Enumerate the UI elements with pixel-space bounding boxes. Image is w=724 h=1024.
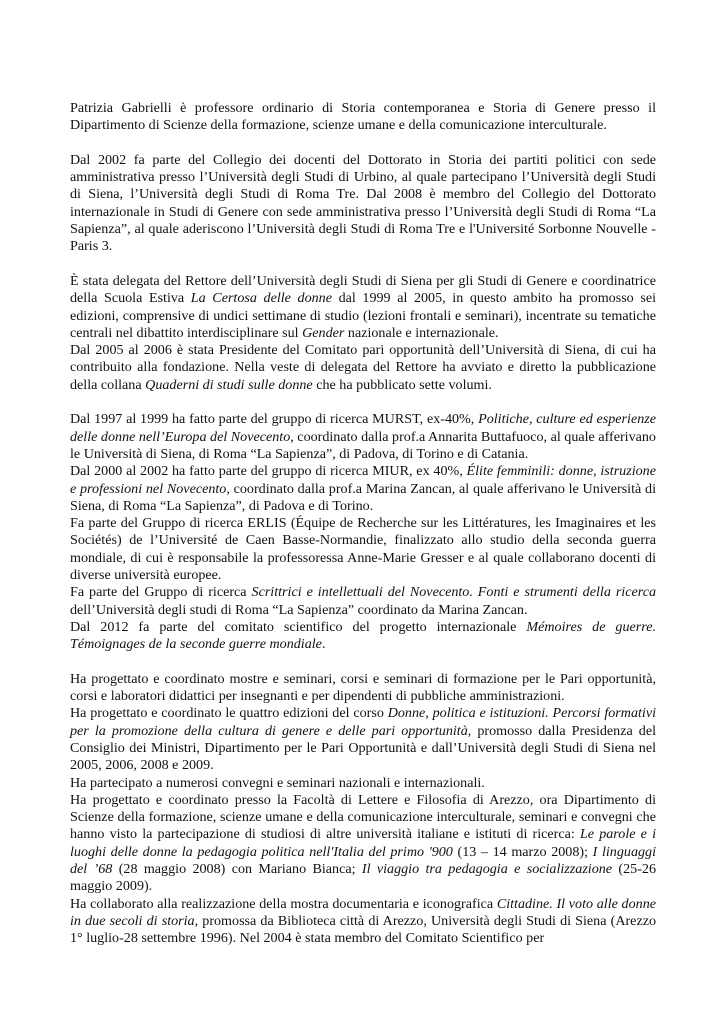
italic-title-text: Mémoires de guerre. Témoignages de la seconde guerre mondiale [70, 618, 656, 653]
paragraph-spacer [70, 654, 656, 671]
body-text: nazionale e internazionale. [344, 324, 499, 341]
italic-title-text: Scrittrici e intellettuali del Novecento. Fonti e strumenti della ricerca [251, 584, 656, 601]
body-text: Ha progettato e coordinato le quattro edizioni del corso [70, 705, 388, 722]
paragraph [70, 515, 656, 584]
italic-title-text: I linguaggi del ’68 [70, 843, 657, 878]
paragraph [70, 100, 656, 135]
italic-title-text: Il viaggio tra pedagogia e socializzazione [361, 861, 613, 878]
body-text: Dal 2000 al 2002 ha fatto parte del gruppo di ricerca MIUR, ex 40%, [70, 463, 467, 480]
paragraph [70, 792, 656, 896]
paragraph [70, 619, 656, 654]
paragraph [70, 152, 656, 256]
body-text: Dal 2012 fa parte del comitato scientifico del progetto internazionale [70, 618, 527, 635]
paragraph-spacer [70, 394, 656, 411]
body-text: Patrizia Gabrielli è professore ordinario di Storia contemporanea e Storia di Genere presso il Dipartimento di Scienze della formazione, scienze umane e della comunicazione interculturale. [70, 100, 656, 134]
body-text: (25-26 maggio 2009). [70, 861, 657, 895]
body-text: , promossa da Biblioteca città di Arezzo, Università degli Studi di Siena (Arezzo 1° luglio-28 settembre 1996). Nel 2004 è stata membro del Comitato Scientifico per [70, 912, 656, 947]
paragraph [70, 584, 656, 619]
body-text: Dal 2002 fa parte del Collegio dei docenti del Dottorato in Storia dei partiti politici con sede amministrativa presso l’Università degli Studi di Urbino, al quale partecipano l’Università degli Studi di Siena, l’Università degli Studi di Roma Tre. Dal 2008 è membro del Collegio del Dottorato internazionale in Studi di Genere con sede amministrativa presso l’Università degli Studi di Roma “La Sapienza”, al quale aderiscono l’Università degli Studi di Roma Tre e l'Université Sorbonne Nouvelle - Paris 3. [70, 151, 656, 255]
paragraph [70, 671, 656, 706]
italic-title-text: Donne, politica e istituzioni. Percorsi formativi per la promozione della cultura di genere e delle pari opportunità [70, 705, 656, 739]
body-text: Fa parte del Gruppo di ricerca [70, 584, 252, 601]
body-text: È stata delegata del Rettore dell’Università degli Studi di Siena per gli Studi di Genere e coordinatrice della Scuola Estiva [70, 272, 656, 307]
italic-title-text: Élite femminili: donne, istruzione e professioni nel Novecento, [70, 463, 656, 497]
paragraph [70, 342, 656, 394]
body-text: Ha partecipato a numerosi convegni e seminari nazionali e internazionali. [70, 774, 485, 791]
paragraph [70, 775, 656, 792]
italic-title-text: Quaderni di studi sulle donne [145, 376, 313, 393]
paragraph-spacer [70, 135, 656, 152]
paragraph [70, 463, 656, 515]
body-text: , promosso dalla Presidenza del Consiglio dei Ministri, Dipartimento per le Pari Opportunità e dall’Università degli Studi di Siena nel 2005, 2006, 2008 e 2009. [70, 722, 656, 774]
body-text: (28 maggio 2008) con Mariano Bianca; [112, 861, 362, 878]
paragraph [70, 896, 656, 948]
paragraph [70, 411, 656, 463]
italic-title-text: Cittadine. Il voto alle donne in due secoli di storia [70, 895, 656, 929]
body-text: Fa parte del Gruppo di ricerca ERLIS (Équipe de Recherche sur les Littératures, les Imaginaires et les Sociétés) de l’Université de Caen Basse-Normandie, finalizzato allo studio della seconda guerra mondiale, di cui è responsabile la professoressa Anne-Marie Gresser e al quale collaborano docenti di diverse università europee. [70, 515, 656, 584]
body-text: Ha collaborato alla realizzazione della mostra documentaria e iconografica [70, 895, 497, 912]
paragraph-spacer [70, 256, 656, 273]
italic-title-text: Gender [302, 324, 345, 341]
body-text: dell’Università degli studi di Roma “La Sapienza” coordinato da Marina Zancan. [70, 601, 528, 618]
body-text: . [321, 636, 326, 653]
body-text: Ha progettato e coordinato presso la Facoltà di Lettere e Filosofia di Arezzo, ora Dipartimento di Scienze della formazione, scienze umane e della comunicazione interculturale, seminari e convegni che hanno visto la partecipazione di studiosi di altre università italiane e istituti di ricerca: [70, 791, 656, 843]
body-text: (13 – 14 marzo 2008); [452, 843, 593, 860]
body-text: che ha pubblicato sette volumi. [312, 376, 492, 393]
body-text: , coordinato dalla prof.a Annarita Buttafuoco, al quale afferivano le Università di Siena, di Roma “La Sapienza”, di Padova, di Torino e di Catania. [70, 428, 656, 462]
document-body [70, 100, 656, 948]
italic-title-text: Le parole e i luoghi delle donne la pedagogia politica nell'Italia del primo '900 [70, 826, 657, 860]
italic-title-text: La Certosa delle donne [190, 290, 332, 307]
body-text: Dal 1997 al 1999 ha fatto parte del gruppo di ricerca MURST, ex-40%, [70, 411, 479, 428]
paragraph [70, 273, 656, 342]
italic-title-text: Politiche, culture ed esperienze delle donne nell’Europa del Novecento [70, 411, 657, 445]
body-text: Ha progettato e coordinato mostre e seminari, corsi e seminari di formazione per le Pari opportunità, corsi e laboratori didattici per insegnanti e per dipendenti di pubbliche amministrazioni. [70, 670, 656, 705]
body-text: dal 1999 al 2005, in questo ambito ha promosso sei edizioni, comprensive di undici settimane di studio (lezioni frontali e seminari), incentrate su tematiche centrali nel dibattito interdisciplinare sul [70, 290, 656, 341]
paragraph [70, 705, 656, 774]
body-text: Dal 2005 al 2006 è stata Presidente del Comitato pari opportunità dell’Università di Siena, di cui ha contribuito alla fondazione. Nella veste di delegata del Rettore ha avviato e diretto la pubblicazione della collana [70, 342, 656, 393]
body-text: coordinato dalla prof.a Marina Zancan, al quale afferivano le Università di Siena, di Roma “La Sapienza”, di Padova e di Torino. [70, 480, 656, 514]
